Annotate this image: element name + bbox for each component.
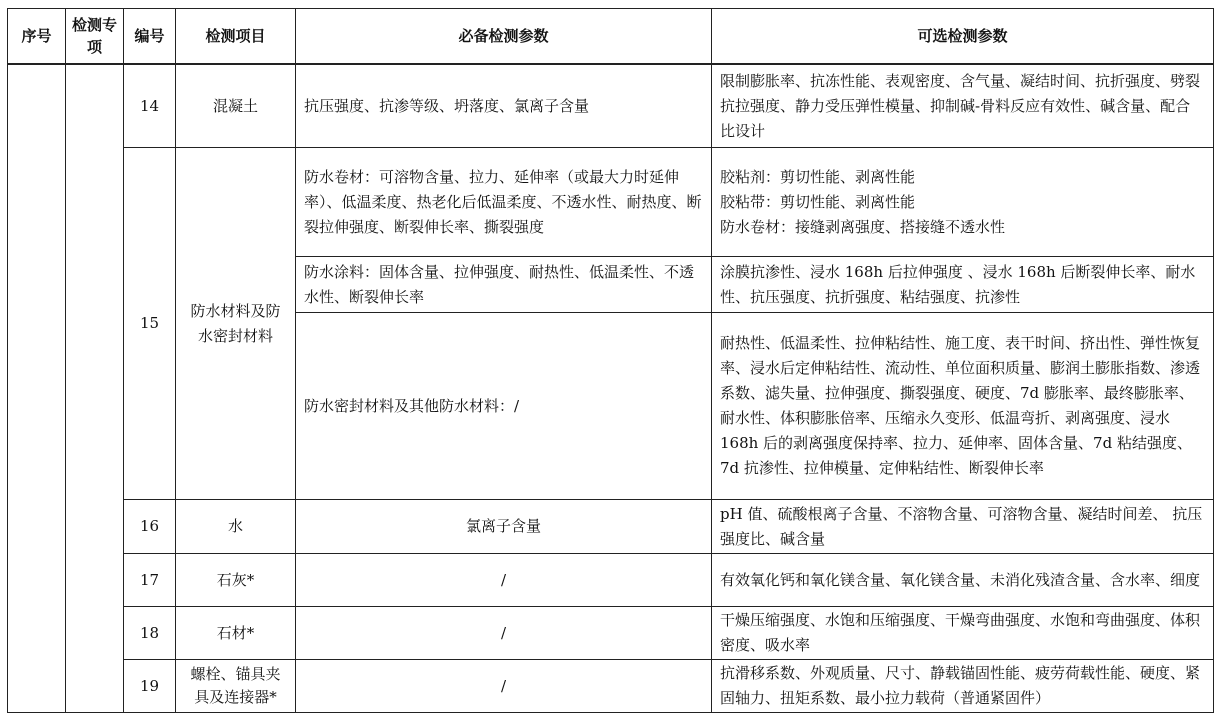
- row-code: 15: [124, 148, 176, 500]
- row-required: /: [296, 607, 712, 660]
- table-row: [8, 607, 1214, 660]
- row-code: 19: [124, 660, 176, 713]
- row-required: /: [296, 660, 712, 713]
- row-item: 防水材料及防水密封材料: [176, 148, 296, 500]
- row-code: 17: [124, 554, 176, 607]
- header-code: 编号: [124, 9, 176, 65]
- table-row: [8, 64, 1214, 148]
- row-optional: 涂膜抗渗性、浸水 168h 后拉伸强度 、浸水 168h 后断裂伸长率、耐水性、抗压强度、抗折强度、粘结强度、抗渗性: [712, 257, 1214, 313]
- row-optional: 有效氧化钙和氧化镁含量、氧化镁含量、未消化残渣含量、含水率、细度: [712, 554, 1214, 607]
- row-optional: [712, 148, 1214, 257]
- row-required: 防水涂料：固体含量、拉伸强度、耐热性、低温柔性、不透水性、断裂伸长率: [296, 257, 712, 313]
- row-optional: 干燥压缩强度、水饱和压缩强度、干燥弯曲强度、水饱和弯曲强度、体积密度、吸水率: [712, 607, 1214, 660]
- header-item: 检测项目: [176, 9, 296, 65]
- row-required: 抗压强度、抗渗等级、坍落度、氯离子含量: [296, 64, 712, 148]
- row-optional: 抗滑移系数、外观质量、尺寸、静载锚固性能、疲劳荷载性能、硬度、紧固轴力、扭矩系数、最小拉力载荷（普通紧固件）: [712, 660, 1214, 713]
- table-row: [8, 660, 1214, 713]
- row-item: 石材*: [176, 607, 296, 660]
- row-item: 螺栓、锚具夹具及连接器*: [176, 660, 296, 713]
- row-code: 14: [124, 64, 176, 148]
- row-optional: pH 值、硫酸根离子含量、不溶物含量、可溶物含量、凝结时间差、 抗压强度比、碱含量: [712, 500, 1214, 554]
- row-item: 水: [176, 500, 296, 554]
- optional-line: 胶粘剂：剪切性能、剥离性能: [720, 167, 916, 186]
- header-row: [8, 9, 1214, 65]
- row-required: 氯离子含量: [296, 500, 712, 554]
- special-cell: [66, 64, 124, 713]
- row-item: 石灰*: [176, 554, 296, 607]
- table-row: [8, 500, 1214, 554]
- inspection-parameters-table: [7, 8, 1214, 713]
- row-optional: 限制膨胀率、抗冻性能、表观密度、含气量、凝结时间、抗折强度、劈裂抗拉强度、静力受压弹性模量、抑制碱-骨料反应有效性、碱含量、配合比设计: [712, 64, 1214, 148]
- table-row: [8, 148, 1214, 257]
- row-required: 防水密封材料及其他防水材料：/: [296, 313, 712, 500]
- header-required: 必备检测参数: [296, 9, 712, 65]
- row-required: 防水卷材：可溶物含量、拉力、延伸率（或最大力时延伸率）、低温柔度、热老化后低温柔度、不透水性、耐热度、断裂拉伸强度、断裂伸长率、撕裂强度: [296, 148, 712, 257]
- table-row: [8, 554, 1214, 607]
- optional-line: 防水卷材：接缝剥离强度、搭接缝不透水性: [720, 217, 1006, 236]
- row-optional: 耐热性、低温柔性、拉伸粘结性、施工度、表干时间、挤出性、弹性恢复率、浸水后定伸粘结性、流动性、单位面积质量、膨润土膨胀指数、渗透系数、滤失量、拉伸强度、撕裂强度、硬度、7d 膨胀率、最终膨胀率、耐水性、体积膨胀倍率、压缩永久变形、低温弯折、剥离强度、浸水 168h 后的剥离强度保持率、拉力、延伸率、固体含量、7d 粘结强度、7d 抗渗性、拉伸模量、定伸粘结性、断裂伸长率: [712, 313, 1214, 500]
- row-code: 18: [124, 607, 176, 660]
- header-special: 检测专项: [66, 9, 124, 65]
- row-item: 混凝土: [176, 64, 296, 148]
- row-required: /: [296, 554, 712, 607]
- header-optional: 可选检测参数: [712, 9, 1214, 65]
- optional-line: 胶粘带：剪切性能、剥离性能: [720, 192, 916, 211]
- row-code: 16: [124, 500, 176, 554]
- header-seq: 序号: [8, 9, 66, 65]
- seq-cell: [8, 64, 66, 713]
